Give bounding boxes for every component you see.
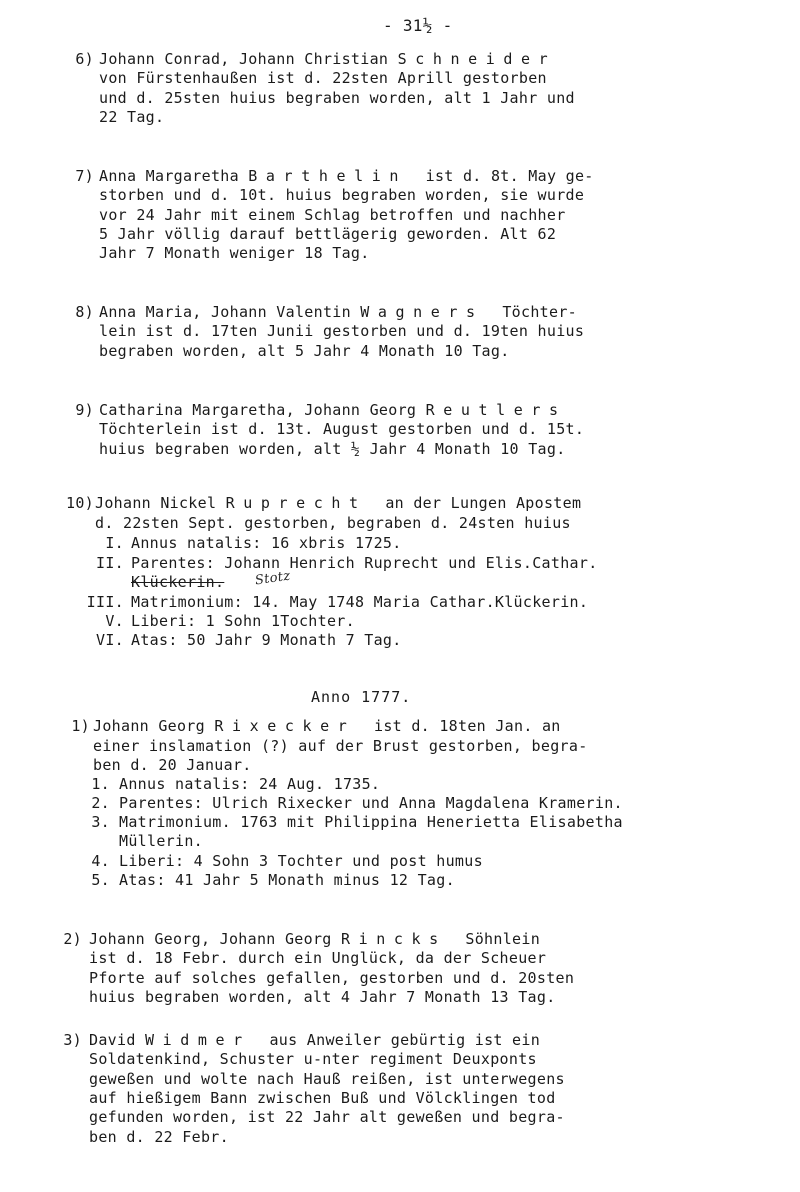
- list-item: Liberi: 4 Sohn 3 Tochter und post humus: [119, 852, 483, 870]
- entry-line: lein ist d. 17ten Junii gestorben und d. 19ten huius: [99, 322, 585, 341]
- entry-line: Anna Margaretha Barthelin ist d. 8t. May ge-: [99, 167, 594, 185]
- entry-number: 6): [75, 50, 94, 68]
- year-heading: Anno 1777.: [311, 688, 412, 706]
- item-number: 4.: [91, 852, 110, 870]
- entry-line: Johann Conrad, Johann Christian Schneider: [99, 50, 557, 68]
- entry-line: Jahr 7 Monath weniger 18 Tag.: [99, 244, 370, 263]
- entry-line: begraben worden, alt 5 Jahr 4 Monath 10 Tag.: [99, 341, 510, 360]
- entry-line: David Widmer aus Anweiler gebürtig ist ein: [89, 1031, 541, 1049]
- entry-line: geweßen und wolte nach Hauß reißen, ist unterwegens: [89, 1069, 565, 1088]
- roman-numeral: I.: [105, 534, 124, 552]
- entry-number: 7): [75, 167, 94, 185]
- list-item: Liberi: 1 Sohn 1Tochter.: [131, 612, 355, 630]
- struck-text: Klückerin.: [131, 573, 225, 591]
- entry-line: ben d. 20 Januar.: [93, 756, 252, 774]
- roman-numeral: II.: [96, 554, 124, 572]
- roman-numeral: III.: [86, 593, 124, 611]
- item-number: 2.: [91, 794, 110, 812]
- list-item: Atas: 41 Jahr 5 Monath minus 12 Tag.: [119, 871, 455, 889]
- entry-line: 5 Jahr völlig darauf bettlägerig geworden. Alt 62: [99, 224, 557, 243]
- entry-line: huius begraben worden, alt 4 Jahr 7 Monath 13 Tag.: [89, 987, 556, 1006]
- entry-line: Johann Georg Rixecker ist d. 18ten Jan. an: [93, 717, 561, 735]
- entry-line: gefunden worden, ist 22 Jahr alt geweßen und begra-: [89, 1108, 565, 1127]
- entry-line: auf hießigem Bann zwischen Buß und Völcklingen tod: [89, 1088, 556, 1107]
- entry-line: huius begraben worden, alt ½ Jahr 4 Monath 10 Tag.: [99, 439, 566, 458]
- entry-number: 1): [71, 717, 90, 735]
- entry-line: von Fürstenhaußen ist d. 22sten Aprill gestorben: [99, 69, 547, 88]
- entry-line: Anna Maria, Johann Valentin Wagners Töchter-: [99, 303, 577, 321]
- entry-line: d. 22sten Sept. gestorben, begraben d. 24sten huius: [95, 514, 571, 532]
- handwritten-correction: Stotz: [254, 568, 292, 589]
- list-item: Matrimonium. 1763 mit Philippina Henerietta Elisabetha: [119, 813, 623, 831]
- entry-number: 2): [63, 930, 82, 948]
- list-item: Annus natalis: 24 Aug. 1735.: [119, 775, 381, 793]
- item-number: 5.: [91, 871, 110, 889]
- entry-line: vor 24 Jahr mit einem Schlag betroffen und nachher: [99, 205, 566, 224]
- entry-line: Johann Georg, Johann Georg Rincks Söhnlein: [89, 930, 541, 948]
- entry-line: Pforte auf solches gefallen, gestorben und d. 20sten: [89, 968, 575, 987]
- entry-number: 3): [63, 1031, 82, 1049]
- entry-line: storben und d. 10t. huius begraben worden, sie wurde: [99, 186, 585, 205]
- entry-line: ist d. 18 Febr. durch ein Unglück, da der Scheuer: [89, 949, 547, 968]
- entry-line: Soldatenkind, Schuster u-nter regiment Deuxponts: [89, 1050, 537, 1069]
- item-number: 3.: [91, 813, 110, 831]
- list-item: Müllerin.: [119, 832, 203, 850]
- entry-line: und d. 25sten huius begraben worden, alt 1 Jahr und: [99, 88, 575, 107]
- list-item: Parentes: Ulrich Rixecker und Anna Magdalena Kramerin.: [119, 794, 623, 812]
- entry-line: Töchterlein ist d. 13t. August gestorben und d. 15t.: [99, 420, 585, 439]
- list-item: Annus natalis: 16 xbris 1725.: [131, 534, 402, 552]
- entry-line: ben d. 22 Febr.: [89, 1127, 229, 1146]
- entry-line: Catharina Margaretha, Johann Georg Reutlers: [99, 401, 567, 419]
- roman-numeral: VI.: [96, 631, 124, 649]
- list-item: Atas: 50 Jahr 9 Monath 7 Tag.: [131, 631, 402, 649]
- list-item: Parentes: Johann Henrich Ruprecht und Elis.Cathar.: [131, 554, 598, 572]
- entry-line: einer inslamation (?) auf der Brust gestorben, begra-: [93, 737, 588, 755]
- entry-line: 22 Tag.: [99, 107, 165, 126]
- item-number: 1.: [91, 775, 110, 793]
- entry-line: Johann Nickel Ruprecht an der Lungen Apostem: [95, 494, 582, 512]
- page-number: - 31½ -: [383, 16, 453, 35]
- entry-number: 9): [75, 401, 94, 419]
- list-item: Matrimonium: 14. May 1748 Maria Cathar.Klückerin.: [131, 593, 589, 611]
- entry-number: 8): [75, 303, 94, 321]
- roman-numeral: V.: [105, 612, 124, 630]
- entry-number: 10): [66, 494, 94, 512]
